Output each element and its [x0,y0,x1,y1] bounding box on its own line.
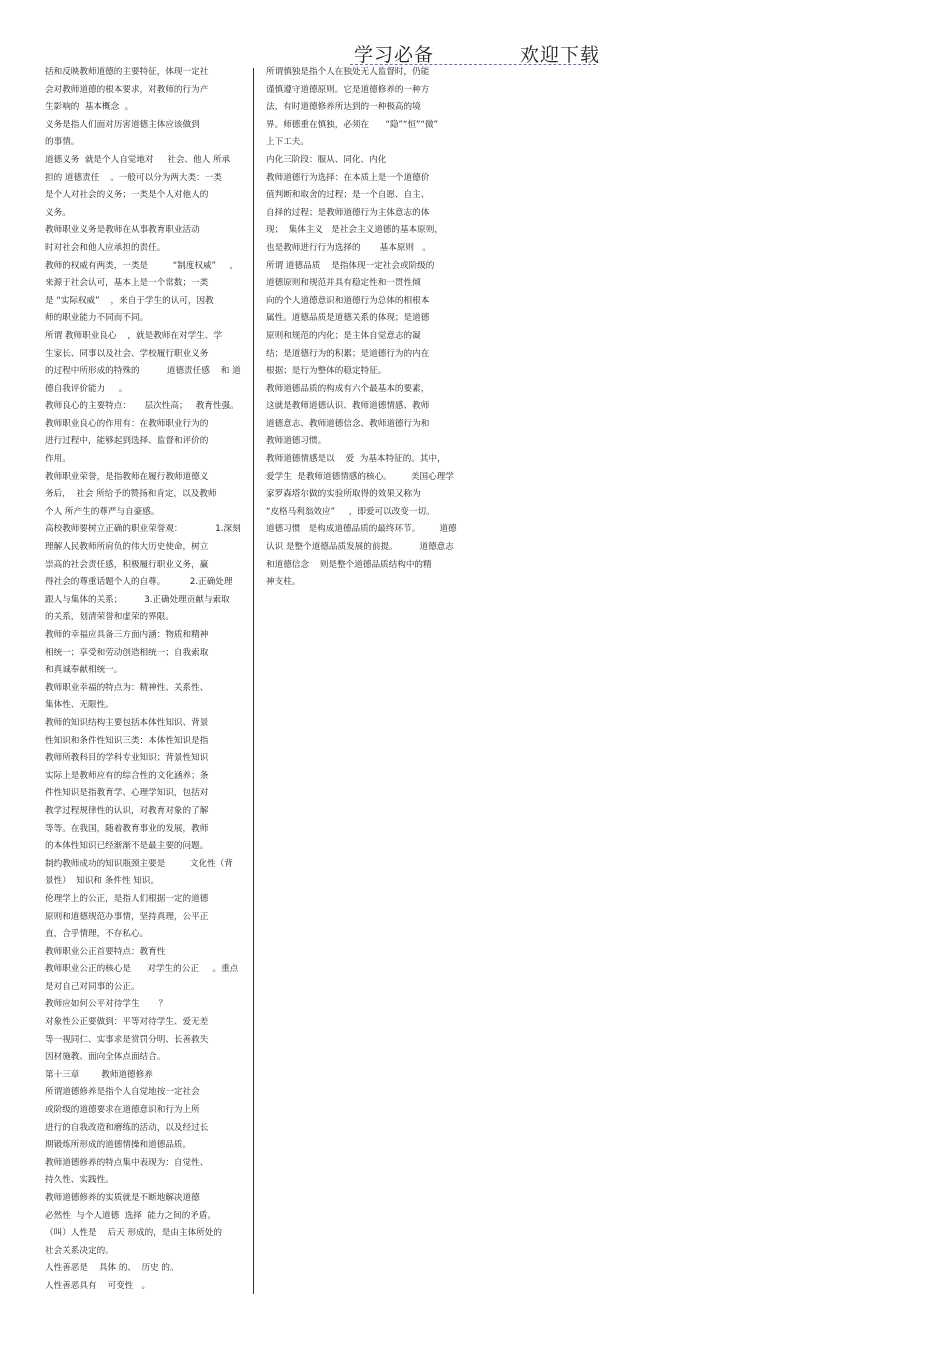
text-line: 的关系，划清荣誉和虚荣的界限。 [45,612,174,623]
text-line: 界。师德重在慎独，必须在 “隐”“恒”“微” [266,119,439,130]
text-line: 教师道德习惯。 [266,436,327,447]
text-line: 来源于社会认可，基本上是一个常数；一类 [45,278,209,289]
text-line: 或阶级的道德要求在道德意识和行为上所 [45,1105,200,1116]
left-column-text [45,64,245,1296]
text-line: 括和反映教师道德的主要特征，体现一定社 [45,67,209,77]
text-line: 教师职业荣誉，是指教师在履行教师道德义 [45,471,209,482]
text-line: 担的 道德责任 。一般可以分为两大类：一类 [45,172,222,183]
text-line: 和真诚奉献相统一。 [45,665,123,676]
text-line: 法，有时道德修养所达到的一种极高的境 [266,102,421,113]
text-line: 认识 是整个道德品质发展的前提。 道德意志 [266,542,454,553]
text-line: 教师道德修养的实质就是不断地解决道德 [45,1193,200,1203]
right-column-text [266,64,466,592]
header-right-text: 欢迎下载 [520,44,601,66]
text-line: 德自我评价能力 。 [45,383,128,394]
text-line: 会对教师道德的根本要求，对教师的行为产 [45,84,209,95]
text-line: 必然性 与个人道德 选择 能力之间的矛盾。 [45,1210,217,1221]
text-line: 的事情。 [45,137,80,148]
text-line: 这就是教师道德认识、教师道德情感、教师 [266,401,430,412]
text-line: 生家长、同事以及社会、学校履行职业义务 [45,348,209,359]
text-line: 原则和规范的内化；是主体自觉意志的凝 [266,330,421,341]
column-divider [253,68,254,1294]
text-line: 等等。在我国，随着教育事业的发展，教师 [45,823,209,834]
text-line: 进行过程中，能够起到选择、监督和评价的 [45,436,209,447]
text-line: 道德意志、教师道德信念、教师道德行为和 [266,418,430,429]
text-line: 家罗森塔尔做的实验所取得的效果又称为 [266,489,421,500]
text-line: 作用。 [45,454,71,465]
text-line: 是 “实际权威” ，来自于学生的认可，因教 [45,295,214,306]
text-line: 教师道德品质的构成有六个最基本的要素， [266,383,430,394]
text-line: 原则和道德规范办事情，坚持真理，公平正 [45,911,209,922]
text-line: 自择的过程；是教师道德行为主体意志的体 [266,207,430,218]
text-line: 持久性、实践性。 [45,1175,114,1186]
text-line: 景性） 知识和 条件性 知识。 [45,876,160,887]
text-line: 值判断和取舍的过程；是一个自愿、自主、 [266,190,430,201]
text-line: 教师职业公正的核心是 对学生的公正 。重点 [45,964,239,975]
text-line: 道德习惯 是构成道德品质的最终环节。 道德 [266,524,457,535]
text-line: 向的个人道德意识和道德行为总体的相根本 [266,295,430,306]
text-line: 也是教师进行行为选择的 基本原则 。 [266,242,431,253]
header-left-text: 学习必备 [354,44,435,66]
text-line: 理解人民教师所肩负的伟大历史使命，树立 [45,542,209,553]
text-line: 的本体性知识已经渐渐不是最主要的问题。 [45,841,209,852]
text-line: 崇高的社会责任感，积极履行职业义务，赢 [45,559,209,570]
text-line: 教师职业幸福的特点为：精神性、关系性、 [45,682,209,693]
text-line: 教师职业公正首要特点：教育性 [45,946,166,957]
text-line: 是个人对社会的义务；一类是个人对他人的 [45,190,209,201]
text-line: 制约教师成功的知识瓶颈主要是 文化性（背 [45,858,233,869]
text-line: 性知识和条件性知识三类：本体性知识是指 [45,735,209,746]
text-line: 教师所教科目的学科专业知识；背景性知识 [45,753,209,764]
text-line: 对象性公正要做到：平等对待学生、爱无差 [45,1017,209,1028]
text-line: 内化三阶段：服从、同化、内化 [266,154,387,165]
text-line: 的过程中所形成的特殊的 道德责任感 和 道 [45,366,241,377]
text-line: 教师职业良心的作用有：在教师职业行为的 [45,418,209,429]
text-line: 道德原则和规范并具有稳定性和一贯性倾 [266,278,421,289]
text-line: 高校教师要树立正确的职业荣誉观： 1.深刻 [45,524,241,535]
text-line: 义务。 [45,207,71,218]
text-line: 道德义务 就是个人自觉地对 社会、他人 所承 [45,154,231,165]
text-line: 教学过程规律性的认识，对教育对象的了解 [45,805,209,816]
text-line: 第十三章 教师道德修养 [45,1069,153,1080]
text-line: 所谓慎独是指个人在独处无人监督时，仍能 [266,67,430,77]
text-line: “皮格马利翁效应” ，即爱可以改变一切。 [266,506,435,517]
text-line: 结；是道德行为的积累；是道德行为的内在 [266,348,430,359]
text-line: 伦理学上的公正，是指人们根据一定的道德 [45,893,209,904]
text-line: 师的职业能力不同而不同。 [45,313,149,324]
text-line: 属性。道德品质是道德关系的体现；是道德 [266,313,430,324]
text-line: 谨慎遵守道德原则。它是道德修养的一种方 [266,84,430,95]
text-line: 教师道德情感是以 爱 为基本特征的。其中， [266,454,446,465]
text-line: 教师的知识结构主要包括本体性知识、背景 [45,717,209,728]
text-line: 和道德信念 则是整个道德品质结构中的精 [266,559,432,570]
text-line: 所谓道德修养是指个人自觉地按一定社会 [45,1087,200,1098]
text-line: 根据；是行为整体的稳定特征。 [266,366,387,377]
text-line: 相统一；享受和劳动创造相统一；自我索取 [45,647,209,658]
text-line: 集体性、无限性。 [45,700,114,711]
text-line: 生影响的 基本概念 。 [45,102,134,113]
text-line: 义务是指人们面对历害道德主体应该做到 [45,119,200,130]
text-line: 跟人与集体的关系； 3.正确处理贡献与索取 [45,594,230,605]
text-line: 所谓 教师职业良心 ，就是教师在对学生、学 [45,330,222,341]
text-line: 教师道德行为选择：在本质上是一个道德价 [266,172,430,183]
text-line: 是对自己对同事的公正。 [45,981,140,992]
text-line: 时对社会和他人应承担的责任。 [45,242,166,253]
text-line: 等一视同仁、实事求是赏罚分明、长善救失 [45,1034,209,1045]
text-line: 所谓 道德品质 是指体现一定社会或阶级的 [266,260,435,271]
text-line: 上下工夫。 [266,137,309,148]
text-line: 期锻炼所形成的道德情操和道德品质。 [45,1140,192,1151]
text-line: 教师职业义务是教师在从事教育职业活动 [45,225,200,236]
text-line: 得社会的尊重话题个人的自尊。 2.正确处理 [45,577,233,588]
text-line: 教师的幸福应具备三方面内涵：物质和精神 [45,630,209,640]
text-line: 人性善恶是 具体 的、 历史 的。 [45,1263,179,1274]
text-line: 人性善恶具有 可变性 。 [45,1280,151,1291]
text-line: 神支柱。 [266,577,301,588]
text-line: 现； 集体主义 是社会主义道德的基本原则， [266,225,443,236]
text-line: 进行的自我改造和磨练的活动，以及经过长 [45,1122,209,1133]
text-line: 教师良心的主要特点： 层次性高； 教育性强。 [45,401,239,412]
text-line: 因材施教、面向全体点面结合。 [45,1052,166,1063]
text-line: 社会关系决定的。 [45,1245,114,1256]
text-line: 爱学生 是教师道德情感的核心。 美国心理学 [266,471,454,482]
text-line: 教师的权威有两类，一类是 “制度权威” ， [45,260,239,271]
text-line: 实际上是教师应有的综合性的文化涵养；条 [45,770,209,781]
text-line: 教师道德修养的特点集中表现为：自觉性、 [45,1157,209,1168]
text-line: 教师应如何公平对待学生 ？ [45,999,168,1010]
text-line: （叫）人性是 后天 形成的，是由主体所处的 [45,1228,222,1239]
text-line: 个人 所产生的尊严与自豪感。 [45,506,160,517]
text-line: 务后， 社会 所给予的赞扬和肯定，以及教师 [45,489,217,500]
text-line: 件性知识是指教育学、心理学知识，包括对 [45,788,209,799]
text-line: 直，合乎情理，不存私心。 [45,929,149,940]
